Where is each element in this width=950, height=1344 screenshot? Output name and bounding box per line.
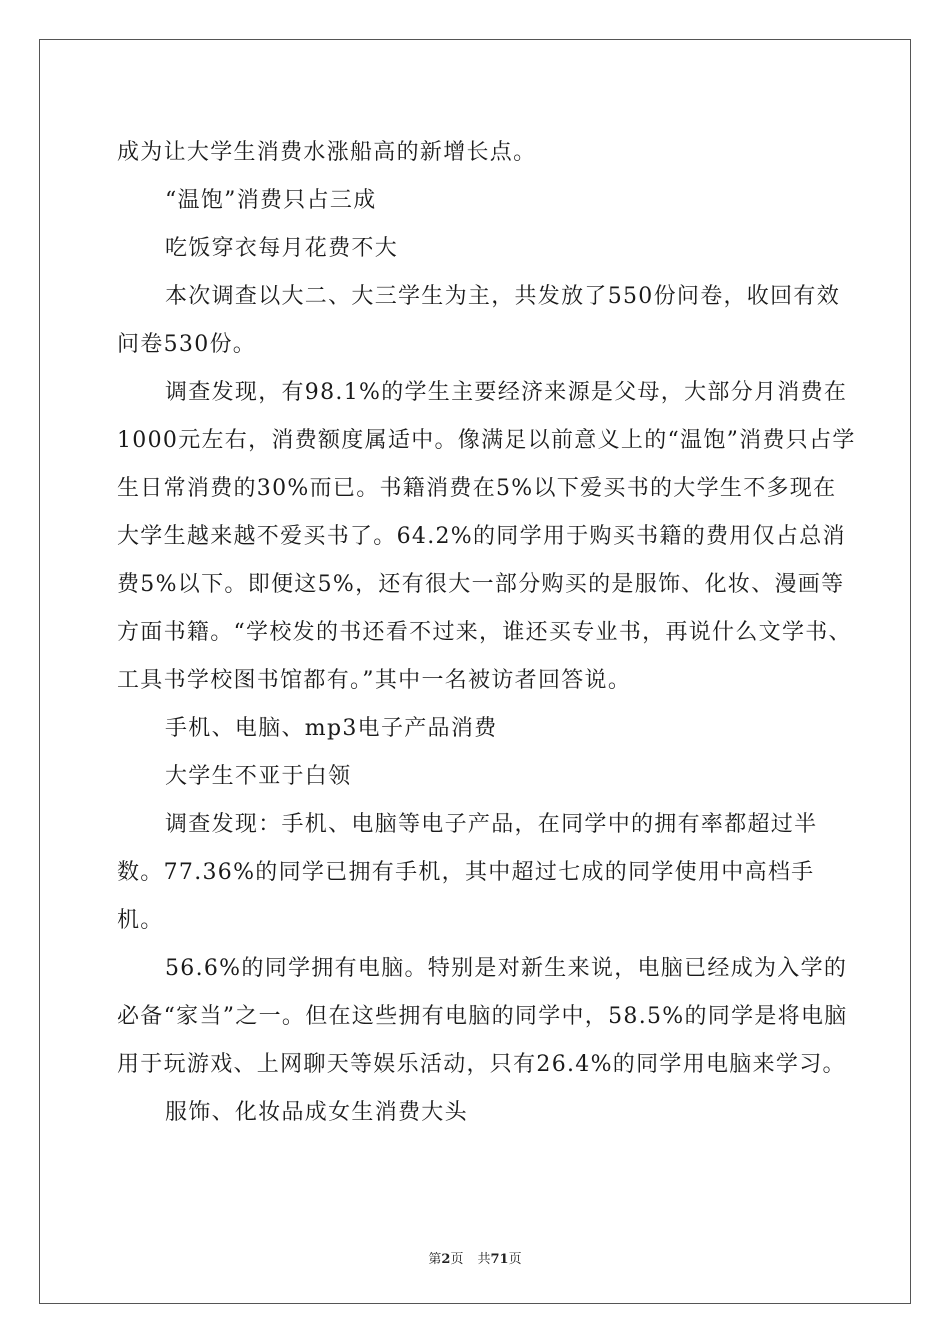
page-number: 2 xyxy=(441,1252,451,1267)
section-subheading-1: 吃饭穿衣每月花费不大 xyxy=(165,236,399,261)
section-heading-3: 服饰、化妆品成女生消费大头 xyxy=(165,1100,468,1125)
paragraph-3: 调查发现，有98.1%的学生主要经济来源是父母，大部分月消费在1000元左右，消费额度属适中。像满足以前意义上的“温饱”消费只占学生日常消费的30%而已。书籍消费在5%以下爱买书的大学生不多现在大学生越来越不爱买书了。64.2%的同学用于购买书籍的费用仅占总消费5%以下。即便这5%，还有很大一部分购买的是服饰、化妆、漫画等方面书籍。“学校发的书还看不过来，谁还买专业书，再说什么文学书、工具书学校图书馆都有。”其中一名被访者回答说。 xyxy=(117,380,856,693)
section-heading-2: 手机、电脑、mp3电子产品消费 xyxy=(165,716,498,741)
paragraph-4: 调查发现：手机、电脑等电子产品，在同学中的拥有率都超过半数。77.36%的同学已拥有手机，其中超过七成的同学使用中高档手机。 xyxy=(117,812,818,933)
total-suffix: 页 xyxy=(508,1252,522,1267)
paragraph-2: 本次调查以大二、大三学生为主，共发放了550份问卷，收回有效问卷530份。 xyxy=(117,284,840,357)
page-suffix: 页 xyxy=(450,1252,464,1267)
page-footer xyxy=(0,1248,950,1267)
section-subheading-2: 大学生不亚于白领 xyxy=(165,764,352,789)
section-heading-1: “温饱”消费只占三成 xyxy=(165,188,377,213)
document-body xyxy=(117,129,857,1137)
total-prefix: 共 xyxy=(477,1252,491,1267)
page-prefix: 第 xyxy=(428,1252,442,1267)
paragraph-5: 56.6%的同学拥有电脑。特别是对新生来说，电脑已经成为入学的必备“家当”之一。但在这些拥有电脑的同学中，58.5%的同学是将电脑用于玩游戏、上网聊天等娱乐活动，只有26.4%的同学用电脑来学习。 xyxy=(117,956,848,1077)
total-pages: 71 xyxy=(490,1252,509,1267)
paragraph-1: 成为让大学生消费水涨船高的新增长点。 xyxy=(117,140,537,165)
